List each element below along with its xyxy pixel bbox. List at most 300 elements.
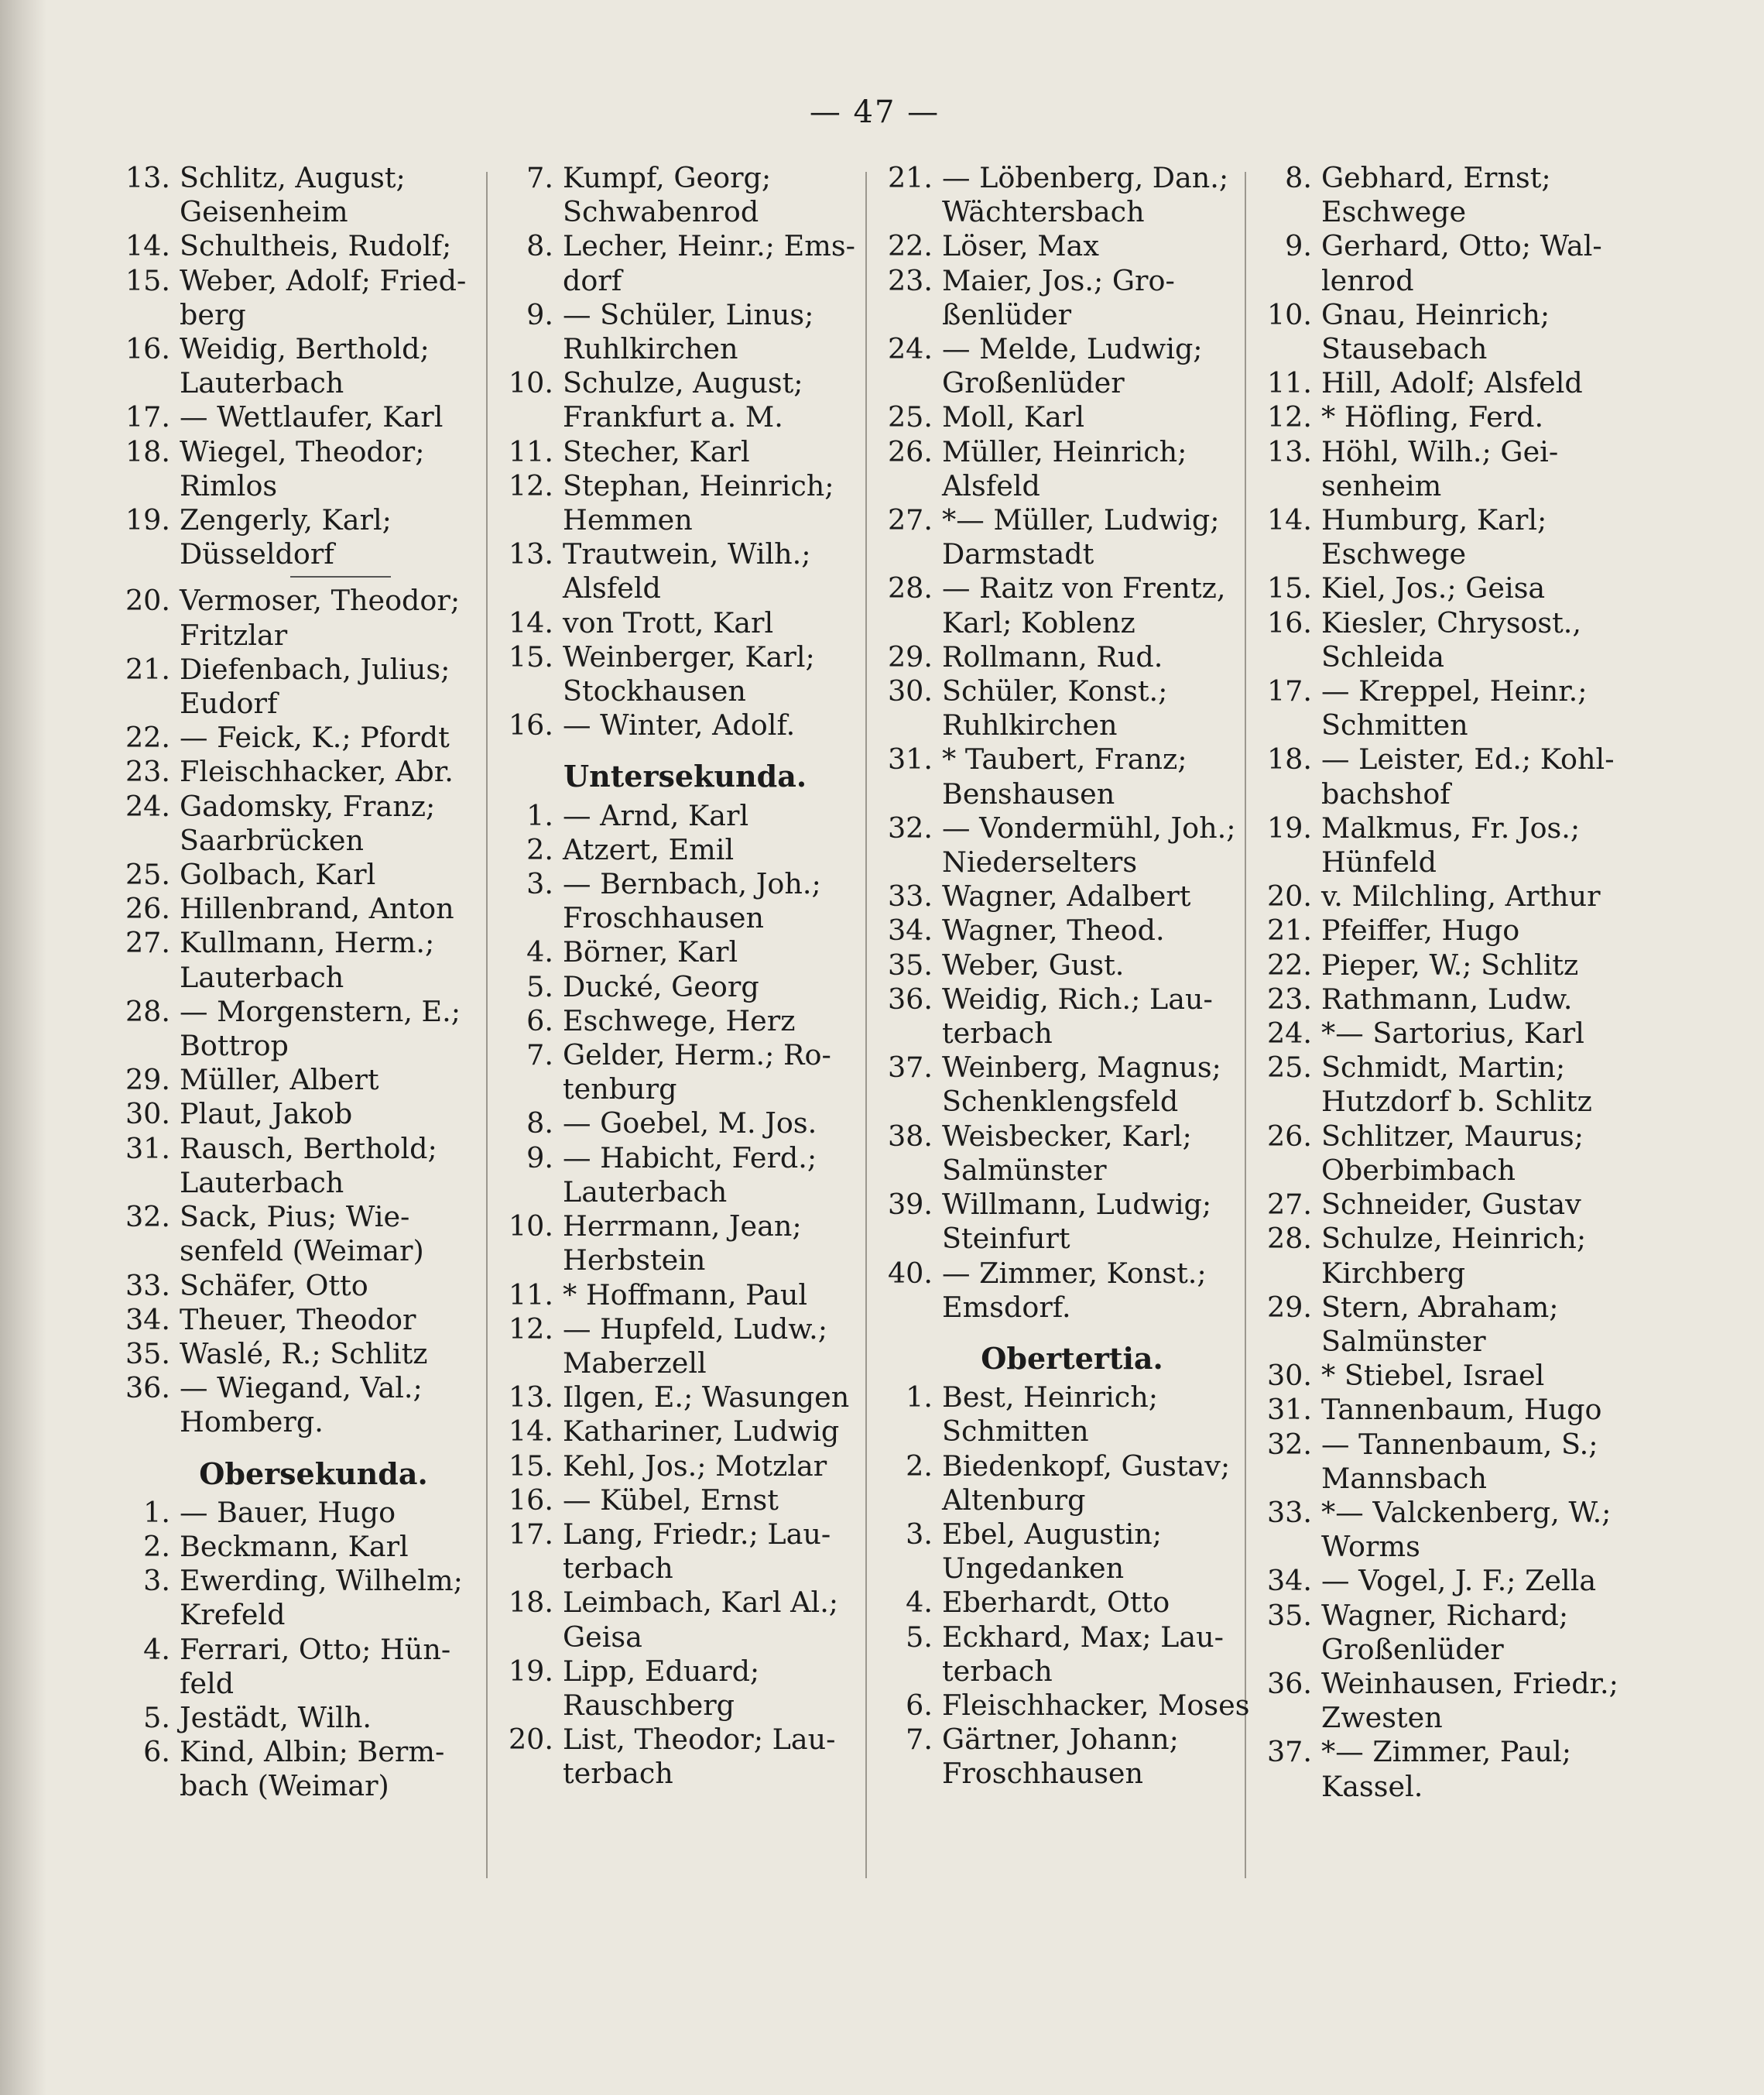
student-entry: [1254, 1735, 1656, 1803]
entry-name: — Bauer, Hugo: [180, 1495, 396, 1529]
entry-number: 19.: [1266, 811, 1312, 845]
entry-name: Schultheis, Rudolf;: [180, 229, 452, 263]
entry-name: Plaut, Jakob: [180, 1097, 353, 1131]
student-entry: [112, 435, 499, 503]
entry-number: 15.: [508, 639, 553, 674]
student-entry: [875, 811, 1254, 879]
entry-number: 13.: [508, 1380, 553, 1414]
entry-name: Wagner, Theod.: [942, 914, 1165, 948]
student-entry: [1254, 435, 1656, 503]
student-entry: [1254, 571, 1656, 605]
entry-name: Golbach, Karl: [180, 858, 376, 892]
entry-continuation: Kirchberg: [1321, 1256, 1466, 1290]
entry-continuation: Alsfeld: [563, 571, 661, 605]
entry-name: Ducké, Georg: [563, 969, 759, 1003]
entry-continuation: Froschhausen: [942, 1757, 1144, 1791]
entry-name: Vermoser, Theodor;: [180, 584, 461, 618]
column-divider: [865, 172, 867, 1878]
entry-name: Kiel, Jos.; Geisa: [1321, 571, 1546, 605]
entry-number: 18.: [508, 1586, 553, 1620]
entry-number: 24.: [125, 789, 170, 823]
entry-continuation: Worms: [1321, 1530, 1420, 1564]
entry-number: 20.: [508, 1723, 553, 1757]
entry-number: 33.: [1266, 1495, 1312, 1529]
entry-name: Lipp, Eduard;: [563, 1654, 760, 1688]
entry-name: — Melde, Ludwig;: [942, 332, 1203, 366]
entry-name: Müller, Albert: [180, 1063, 379, 1097]
student-entry: [1254, 1120, 1656, 1188]
student-entry: [875, 1380, 1254, 1449]
student-entry: [495, 1106, 859, 1140]
entry-name: — Bernbach, Joh.;: [563, 867, 821, 901]
entry-number: 35.: [1266, 1598, 1312, 1632]
student-entry: [495, 161, 859, 229]
entry-name: Weidig, Berthold;: [180, 332, 430, 366]
student-entry: [112, 721, 499, 755]
student-entry: [1254, 948, 1656, 982]
entry-name: Maier, Jos.; Gro-: [942, 263, 1175, 297]
entry-name: Weber, Adolf; Fried-: [180, 263, 467, 297]
entry-number: 36.: [1266, 1666, 1312, 1700]
entry-name: Humburg, Karl;: [1321, 503, 1547, 537]
student-entry: [112, 503, 499, 571]
entry-name: Willmann, Ludwig;: [942, 1188, 1212, 1222]
entry-name: Jestädt, Wilh.: [180, 1700, 372, 1734]
student-entry: [495, 1004, 859, 1038]
entry-number: 34.: [1266, 1564, 1312, 1598]
entry-name: Schlitzer, Maurus;: [1321, 1119, 1584, 1153]
entry-number: 16.: [1266, 605, 1312, 639]
entry-name: Kathariner, Ludwig: [563, 1414, 840, 1449]
entry-name: Herrmann, Jean;: [563, 1209, 802, 1243]
entry-continuation: Eschwege: [1321, 537, 1467, 571]
entry-name: Weinberg, Magnus;: [942, 1051, 1221, 1085]
entry-name: Kullmann, Herm.;: [180, 926, 435, 960]
entry-name: — Vondermühl, Joh.;: [942, 811, 1236, 845]
entry-name: — Raitz von Frentz,: [942, 571, 1226, 605]
student-entry: [875, 914, 1254, 948]
entry-name: Gebhard, Ernst;: [1321, 161, 1551, 194]
entry-name: * Hoffmann, Paul: [563, 1277, 808, 1312]
entry-name: Kumpf, Georg;: [563, 161, 772, 194]
student-entry: [1254, 1291, 1656, 1359]
student-entry: [495, 1449, 859, 1483]
student-entry: [495, 935, 859, 969]
student-entry: [1254, 914, 1656, 948]
entry-name: Kiesler, Chrysost.,: [1321, 605, 1582, 639]
student-entry: [1254, 1188, 1656, 1222]
entry-name: Atzert, Emil: [563, 832, 735, 866]
entry-name: Ebel, Augustin;: [942, 1517, 1163, 1551]
entry-number: 33.: [125, 1268, 170, 1302]
entry-number: 14.: [508, 605, 553, 639]
entry-number: 17.: [508, 1517, 553, 1551]
entry-number: 22.: [1266, 948, 1312, 982]
entry-number: 30.: [1266, 1359, 1312, 1393]
student-entry: [1254, 1667, 1656, 1735]
student-entry: [112, 1371, 499, 1439]
entry-number: 29.: [125, 1063, 170, 1097]
entry-name: — Habicht, Ferd.;: [563, 1140, 817, 1174]
entry-number: 13.: [125, 161, 170, 194]
entry-continuation: terbach: [563, 1757, 673, 1791]
entry-continuation: Eschwege: [1321, 195, 1467, 229]
entry-number: 21.: [1266, 914, 1312, 948]
entry-name: *— Sartorius, Karl: [1321, 1017, 1584, 1051]
entry-continuation: Homberg.: [180, 1405, 324, 1439]
entry-number: 8.: [526, 1106, 553, 1140]
entry-name: Best, Heinrich;: [942, 1380, 1159, 1414]
class-heading: Obersekunda.: [199, 1456, 428, 1491]
entry-continuation: Salmünster: [1321, 1324, 1486, 1358]
entry-number: 15.: [508, 1449, 553, 1483]
entry-number: 10.: [508, 366, 553, 400]
student-entry: [495, 366, 859, 434]
entry-name: Trautwein, Wilh.;: [563, 537, 811, 571]
student-entry: [1254, 674, 1656, 742]
entry-number: 17.: [125, 400, 170, 434]
entry-number: 15.: [1266, 571, 1312, 605]
entry-number: 14.: [125, 229, 170, 263]
student-entry: [875, 332, 1254, 400]
student-entry: [495, 833, 859, 867]
entry-name: Kehl, Jos.; Motzlar: [563, 1449, 827, 1483]
student-entry: [1254, 1051, 1656, 1119]
student-entry: [875, 229, 1254, 263]
entry-name: Eschwege, Herz: [563, 1003, 796, 1037]
entry-name: Stern, Abraham;: [1321, 1290, 1559, 1324]
student-entry: [875, 1689, 1254, 1723]
student-entry: [495, 606, 859, 640]
student-entry: [875, 1449, 1254, 1517]
entry-name: Sack, Pius; Wie-: [180, 1200, 410, 1234]
entry-continuation: Darmstadt: [942, 537, 1094, 571]
student-entry: [875, 1517, 1254, 1586]
entry-number: 29.: [887, 639, 933, 674]
student-entry: [1254, 1599, 1656, 1667]
entry-name: — Goebel, M. Jos.: [563, 1106, 817, 1140]
entry-number: 2.: [906, 1449, 933, 1483]
entry-number: 4.: [906, 1586, 933, 1620]
entry-number: 36.: [887, 982, 933, 1016]
entry-number: 16.: [125, 332, 170, 366]
entry-name: — Löbenberg, Dan.;: [942, 161, 1229, 194]
student-entry: [112, 1303, 499, 1337]
entry-number: 12.: [508, 468, 553, 502]
entry-number: 34.: [125, 1302, 170, 1336]
student-entry: [112, 1564, 499, 1632]
student-entry: [495, 1312, 859, 1380]
student-entry: [495, 799, 859, 833]
entry-number: 5.: [143, 1700, 170, 1734]
entry-continuation: Steinfurt: [942, 1222, 1070, 1256]
entry-number: 35.: [125, 1336, 170, 1370]
entry-name: Schulze, Heinrich;: [1321, 1222, 1587, 1256]
entry-continuation: Herbstein: [563, 1243, 706, 1277]
entry-continuation: Hutzdorf b. Schlitz: [1321, 1085, 1592, 1119]
entry-number: 10.: [1266, 297, 1312, 331]
entry-name: Eckhard, Max; Lau-: [942, 1620, 1224, 1654]
entry-name: Diefenbach, Julius;: [180, 652, 450, 686]
student-entry: [875, 1188, 1254, 1256]
entry-number: 4.: [526, 935, 553, 969]
entry-name: Tannenbaum, Hugo: [1321, 1393, 1602, 1427]
student-entry: [112, 790, 499, 858]
entry-name: Rollmann, Rud.: [942, 639, 1163, 674]
entry-continuation: Salmünster: [942, 1153, 1107, 1187]
student-entry: [875, 640, 1254, 674]
entry-name: Biedenkopf, Gustav;: [942, 1449, 1231, 1483]
entry-name: Ferrari, Otto; Hün-: [180, 1632, 451, 1666]
entry-name: Schlitz, August;: [180, 161, 406, 194]
entry-name: — Wettlaufer, Karl: [180, 400, 444, 434]
entry-number: 7.: [526, 1038, 553, 1072]
entry-continuation: tenburg: [563, 1072, 677, 1106]
entry-continuation: Rauschberg: [563, 1688, 735, 1722]
entry-continuation: lenrod: [1321, 263, 1414, 297]
entry-continuation: Benshausen: [942, 777, 1115, 811]
entry-name: Fleischhacker, Abr.: [180, 755, 454, 789]
entry-name: Weidig, Rich.; Lau-: [942, 982, 1213, 1016]
student-entry: [875, 742, 1254, 811]
entry-name: *— Müller, Ludwig;: [942, 503, 1220, 537]
entry-name: Weinberger, Karl;: [563, 639, 815, 674]
student-entry: [495, 1483, 859, 1517]
entry-number: 26.: [125, 892, 170, 926]
entry-number: 22.: [125, 721, 170, 755]
student-entry: [112, 1496, 499, 1530]
entry-number: 11.: [508, 1277, 553, 1312]
student-entry: [112, 858, 499, 892]
entry-number: 18.: [125, 434, 170, 468]
student-entry: [112, 161, 499, 229]
student-entry: [112, 584, 499, 652]
entry-name: Gnau, Heinrich;: [1321, 297, 1550, 331]
entry-continuation: Lauterbach: [563, 1174, 728, 1209]
entry-name: Schäfer, Otto: [180, 1268, 368, 1302]
entry-name: * Höfling, Ferd.: [1321, 400, 1544, 434]
student-entry: [495, 1414, 859, 1449]
entry-name: Hill, Adolf; Alsfeld: [1321, 366, 1583, 400]
entry-number: 27.: [887, 503, 933, 537]
entry-number: 1.: [143, 1495, 170, 1529]
entry-name: Löser, Max: [942, 229, 1099, 263]
entry-number: 37.: [887, 1051, 933, 1085]
entry-name: Pieper, W.; Schlitz: [1321, 948, 1579, 982]
entry-name: — Leister, Ed.; Kohl-: [1321, 742, 1615, 777]
student-entry: [495, 229, 859, 297]
student-entry: [1254, 982, 1656, 1017]
student-entry: [112, 1633, 499, 1701]
entry-number: 3.: [906, 1517, 933, 1551]
entry-number: 2.: [143, 1529, 170, 1563]
entry-name: Wagner, Richard;: [1321, 1598, 1569, 1632]
student-entry: [112, 1097, 499, 1131]
entry-continuation: Ungedanken: [942, 1552, 1125, 1586]
entry-name: Moll, Karl: [942, 400, 1085, 434]
entry-number: 35.: [887, 948, 933, 982]
entry-name: Gelder, Herm.; Ro-: [563, 1038, 831, 1072]
entry-continuation: Ruhlkirchen: [563, 332, 738, 366]
entry-name: Ilgen, E.; Wasungen: [563, 1380, 850, 1414]
entry-number: 32.: [887, 811, 933, 845]
entry-name: Pfeiffer, Hugo: [1321, 914, 1520, 948]
entry-continuation: Alsfeld: [942, 468, 1040, 502]
entry-number: 32.: [1266, 1427, 1312, 1461]
entry-continuation: terbach: [563, 1552, 673, 1586]
student-entry: [1254, 1564, 1656, 1598]
student-entry: [112, 1063, 499, 1097]
entry-name: Stephan, Heinrich;: [563, 468, 834, 502]
entry-name: * Taubert, Franz;: [942, 742, 1187, 777]
entry-number: 6.: [143, 1735, 170, 1769]
entry-number: 29.: [1266, 1290, 1312, 1324]
entry-number: 7.: [526, 161, 553, 194]
entry-number: 11.: [508, 434, 553, 468]
student-entry: [1254, 1222, 1656, 1290]
student-entry: [495, 640, 859, 708]
page-number: — 47 —: [809, 94, 940, 130]
entry-continuation: Krefeld: [180, 1598, 286, 1632]
entry-number: 10.: [508, 1209, 553, 1243]
entry-number: 2.: [526, 832, 553, 866]
entry-number: 37.: [1266, 1735, 1312, 1769]
student-entry: [495, 469, 859, 537]
student-entry: [112, 264, 499, 332]
entry-number: 13.: [508, 537, 553, 571]
entry-continuation: Hemmen: [563, 503, 693, 537]
entry-number: 31.: [1266, 1393, 1312, 1427]
name-column-3: [875, 161, 1254, 1792]
student-entry: [875, 400, 1254, 434]
entry-name: * Stiebel, Israel: [1321, 1359, 1545, 1393]
entry-number: 6.: [526, 1003, 553, 1037]
entry-name: Leimbach, Karl Al.;: [563, 1586, 839, 1620]
student-entry: [112, 1269, 499, 1303]
student-entry: [1254, 811, 1656, 879]
entry-number: 6.: [906, 1688, 933, 1722]
entry-name: Lecher, Heinr.; Ems-: [563, 229, 855, 263]
entry-name: Weber, Gust.: [942, 948, 1125, 982]
student-entry: [112, 995, 499, 1063]
entry-name: Gerhard, Otto; Wal-: [1321, 229, 1602, 263]
entry-number: 26.: [887, 434, 933, 468]
entry-continuation: Zwesten: [1321, 1701, 1443, 1735]
student-entry: [495, 1141, 859, 1209]
entry-continuation: Ruhlkirchen: [942, 708, 1118, 742]
entry-number: 8.: [526, 229, 553, 263]
student-entry: [495, 867, 859, 935]
student-entry: [1254, 298, 1656, 366]
entry-number: 28.: [1266, 1222, 1312, 1256]
entry-continuation: Schmitten: [1321, 708, 1468, 742]
entry-name: Waslé, R.; Schlitz: [180, 1336, 428, 1370]
entry-number: 17.: [1266, 674, 1312, 708]
student-entry: [875, 1723, 1254, 1791]
entry-number: 21.: [887, 161, 933, 194]
entry-number: 20.: [1266, 879, 1312, 914]
student-entry: [495, 970, 859, 1004]
entry-continuation: Lauterbach: [180, 1165, 344, 1199]
separator-rule: [290, 576, 391, 578]
entry-name: — Wiegand, Val.;: [180, 1371, 423, 1405]
entry-number: 25.: [887, 400, 933, 434]
student-entry: [495, 298, 859, 366]
entry-continuation: senfeld (Weimar): [180, 1234, 424, 1268]
entry-number: 19.: [125, 503, 170, 537]
entry-number: 31.: [887, 742, 933, 777]
entry-name: Ewerding, Wilhelm;: [180, 1564, 463, 1598]
entry-number: 9.: [1285, 229, 1312, 263]
student-entry: [875, 571, 1254, 639]
student-entry: [112, 1200, 499, 1268]
student-entry: [875, 1257, 1254, 1325]
entry-name: Rathmann, Ludw.: [1321, 982, 1573, 1016]
entry-number: 16.: [508, 1483, 553, 1517]
student-entry: [112, 1530, 499, 1564]
student-entry: [495, 1278, 859, 1312]
entry-number: 26.: [1266, 1119, 1312, 1153]
entry-name: Kind, Albin; Berm-: [180, 1735, 445, 1769]
student-entry: [875, 982, 1254, 1051]
student-entry: [112, 1132, 499, 1200]
entry-name: Zengerly, Karl;: [180, 503, 392, 537]
entry-number: 23.: [1266, 982, 1312, 1016]
student-entry: [495, 537, 859, 605]
student-entry: [1254, 1496, 1656, 1564]
entry-continuation: Hünfeld: [1321, 845, 1437, 879]
student-entry: [1254, 606, 1656, 674]
entry-name: Eberhardt, Otto: [942, 1586, 1170, 1620]
student-entry: [875, 674, 1254, 742]
entry-continuation: Großenlüder: [942, 366, 1125, 400]
entry-number: 11.: [1266, 366, 1312, 400]
entry-number: 22.: [887, 229, 933, 263]
entry-continuation: Stockhausen: [563, 674, 746, 708]
entry-number: 5.: [906, 1620, 933, 1654]
entry-continuation: terbach: [942, 1654, 1053, 1688]
entry-number: 15.: [125, 263, 170, 297]
entry-name: Hillenbrand, Anton: [180, 892, 454, 926]
entry-name: *— Valckenberg, W.;: [1321, 1495, 1612, 1529]
student-entry: [495, 1723, 859, 1791]
student-entry: [112, 1735, 499, 1803]
entry-number: 3.: [526, 867, 553, 901]
student-entry: [495, 1586, 859, 1654]
entry-number: 3.: [143, 1564, 170, 1598]
student-entry: [495, 1654, 859, 1723]
entry-name: v. Milchling, Arthur: [1321, 879, 1601, 914]
entry-name: — Winter, Adolf.: [563, 708, 796, 742]
entry-name: — Zimmer, Konst.;: [942, 1256, 1207, 1290]
entry-name: Höhl, Wilh.; Gei-: [1321, 434, 1559, 468]
student-entry: [875, 1120, 1254, 1188]
entry-name: von Trott, Karl: [563, 605, 774, 639]
student-entry: [112, 229, 499, 263]
entry-number: 23.: [887, 263, 933, 297]
student-entry: [1254, 1017, 1656, 1051]
page-binding-shadow: [0, 0, 46, 2095]
entry-continuation: Stausebach: [1321, 332, 1488, 366]
student-entry: [875, 435, 1254, 503]
student-entry: [875, 948, 1254, 982]
entry-continuation: Mannsbach: [1321, 1461, 1487, 1495]
entry-number: 34.: [887, 914, 933, 948]
entry-number: 9.: [526, 1140, 553, 1174]
entry-name: — Tannenbaum, S.;: [1321, 1427, 1598, 1461]
entry-name: Schmidt, Martin;: [1321, 1051, 1566, 1085]
entry-name: — Vogel, J. F.; Zella: [1321, 1564, 1597, 1598]
